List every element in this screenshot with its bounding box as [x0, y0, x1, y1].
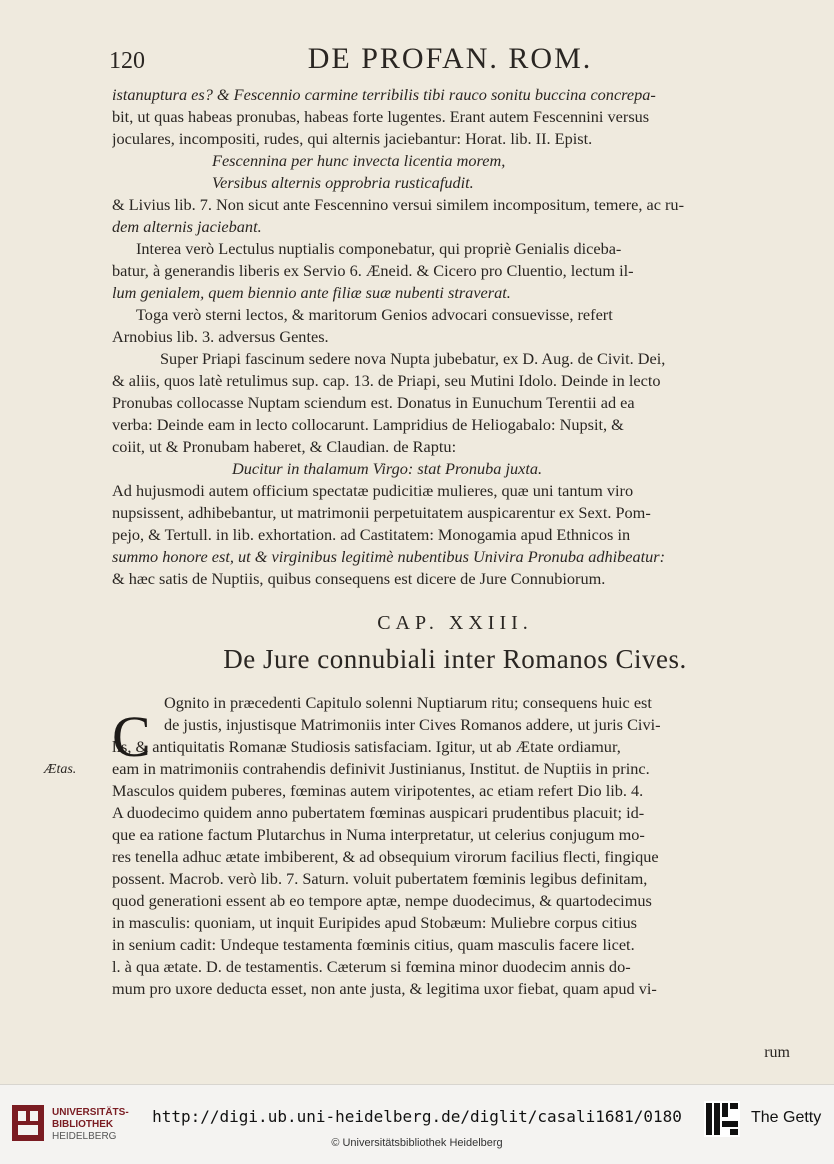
getty-logo-icon[interactable]: [704, 1101, 740, 1137]
text-line: Arnobius lib. 3. adversus Gentes.: [112, 327, 329, 346]
text-line: coiit, ut & Pronubam haberet, & Claudian. de Raptu:: [112, 437, 457, 456]
running-head: DE PROFAN. ROM.: [307, 42, 593, 75]
chapter-text-line: possent. Macrob. verò lib. 7. Saturn. voluit pubertatem fœminis legibus definitam,: [112, 869, 648, 888]
text-line: pejo, & Tertull. in lib. exhortation. ad Castitatem: Monogamia apud Ethnicos in: [112, 525, 631, 544]
body-text: [112, 84, 798, 590]
chapter-title: De Jure connubiali inter Romanos Cives.: [223, 644, 687, 674]
page-number: 120: [109, 48, 145, 74]
text-line: dem alternis jaciebant.: [112, 217, 262, 236]
text-line: summo honore est, ut & virginibus legitimè nubentibus Univira Pronuba adhibeatur:: [112, 547, 666, 566]
chapter-text-line: l. à qua ætate. D. de testamentis. Cæterum si fœmina minor duodecim annis do-: [112, 957, 631, 976]
drop-cap: C: [112, 704, 151, 769]
chapter-number: CAP. XXIII.: [377, 612, 533, 634]
text-block: [112, 84, 798, 1000]
text-line: & aliis, quos latè retulimus sup. cap. 13. de Priapi, seu Mutini Idolo. Deinde in lecto: [112, 371, 661, 390]
text-line: joculares, incompositi, rudes, qui alternis jaciebantur: Horat. lib. II. Epist.: [112, 129, 593, 148]
chapter-text-line: quod generationi essent ab eo tempore aptæ, nempe duodecimus, & quartodecimus: [112, 891, 652, 910]
chapter-text-line: Ognito in præcedenti Capitulo solenni Nuptiarum ritu; consequens huic est: [164, 693, 652, 712]
text-line: lum genialem, quem biennio ante filiæ suæ nubenti straverat.: [112, 283, 511, 302]
text-line: Super Priapi fascinum sedere nova Nupta jubebatur, ex D. Aug. de Civit. Dei,: [160, 349, 666, 368]
chapter-text-line: A duodecimo quidem anno pubertatem fœminas auspicari prudentibus placuit; id-: [112, 803, 645, 822]
chapter-text-line: eam in matrimoniis contrahendis definivit Justinianus, Institut. de Nuptiis in princ.: [112, 759, 650, 778]
chapter-text-line: in masculis: quoniam, ut inquit Euripides apud Stobæum: Muliebre corpus citius: [112, 913, 638, 932]
text-line: Ad hujusmodi autem officium spectatæ pudicitiæ mulieres, quæ uni tantum viro: [112, 481, 634, 500]
chapter-text-line: res tenella adhuc ætate imbiberent, & ad obsequium virorum facilius flecti, fingique: [112, 847, 659, 866]
chapter-text-line: Masculos quidem puberes, fœminas autem viripotentes, ac etiam refert Dio lib. 4.: [112, 781, 644, 800]
library-name[interactable]: UNIVERSITÄTS- BIBLIOTHEK HEIDELBERG: [52, 1107, 129, 1142]
margin-note: Ætas.: [44, 762, 77, 777]
viewer-footer: [0, 1084, 834, 1164]
chapter-text-line: que ea ratione factum Plutarchus in Numa interpretatur, ut celerius conjugum mo-: [112, 825, 645, 844]
chapter-text-line: de justis, injustisque Matrimoniis inter Cives Romanos addere, ut juris Civi-: [164, 715, 661, 734]
text-line: istanuptura es? & Fescennio carmine terribilis tibi rauco sonitu buccina concrepa-: [112, 85, 656, 104]
text-line: Versibus alternis opprobria rusticafudit.: [212, 173, 474, 192]
text-line: Ducitur in thalamum Virgo: stat Pronuba juxta.: [232, 459, 543, 478]
text-line: Toga verò sterni lectos, & maritorum Genios advocari consuevisse, refert: [136, 305, 613, 324]
text-line: Fescennina per hunc invecta licentia morem,: [212, 151, 506, 170]
chapter-text-line: in senium cadit: Undeque testamenta fœminis citius, quam masculis facere licet.: [112, 935, 635, 954]
chapter-text-line: lis, & antiquitatis Romanæ Studiosis satisfaciam. Igitur, ut ab Ætate ordiamur,: [112, 737, 621, 756]
text-line: & hæc satis de Nuptiis, quibus consequens est dicere de Jure Connubiorum.: [112, 569, 606, 588]
page-header: [105, 42, 795, 82]
catchword: rum: [764, 1044, 790, 1061]
text-line: bit, ut quas habeas pronubas, habeas forte lugentes. Erant autem Fescennini versus: [112, 107, 650, 126]
chapter-text: [112, 692, 798, 1000]
text-line: verba: Deinde eam in lecto collocarunt. Lampridius de Heliogabalo: Nupsit, &: [112, 415, 624, 434]
text-line: Pronubas collocasse Nuptam sciendum est. Donatus in Eunuchum Terentii ad ea: [112, 393, 635, 412]
partner-name[interactable]: The Getty: [751, 1109, 822, 1126]
text-line: nupsissent, adhibebantur, ut matrimonii perpetuitatem auspicarentur ex Sext. Pom-: [112, 503, 651, 522]
text-line: & Livius lib. 7. Non sicut ante Fescennino versui similem incompositum, temere, ac ru-: [112, 195, 684, 214]
text-line: Interea verò Lectulus nuptialis componebatur, qui propriè Genialis diceba-: [136, 239, 622, 258]
text-line: batur, à generandis liberis ex Servio 6. Æneid. & Cicero pro Cluentio, lectum il-: [112, 261, 634, 280]
permalink-url[interactable]: http://digi.ub.uni-heidelberg.de/diglit/casali1681/0180: [152, 1107, 682, 1126]
copyright-notice: © Universitätsbibliothek Heidelberg: [331, 1137, 503, 1149]
chapter-text-line: mum pro uxore deducta esset, non ante justa, & legitima uxor fiebat, quam apud vi-: [112, 979, 657, 998]
